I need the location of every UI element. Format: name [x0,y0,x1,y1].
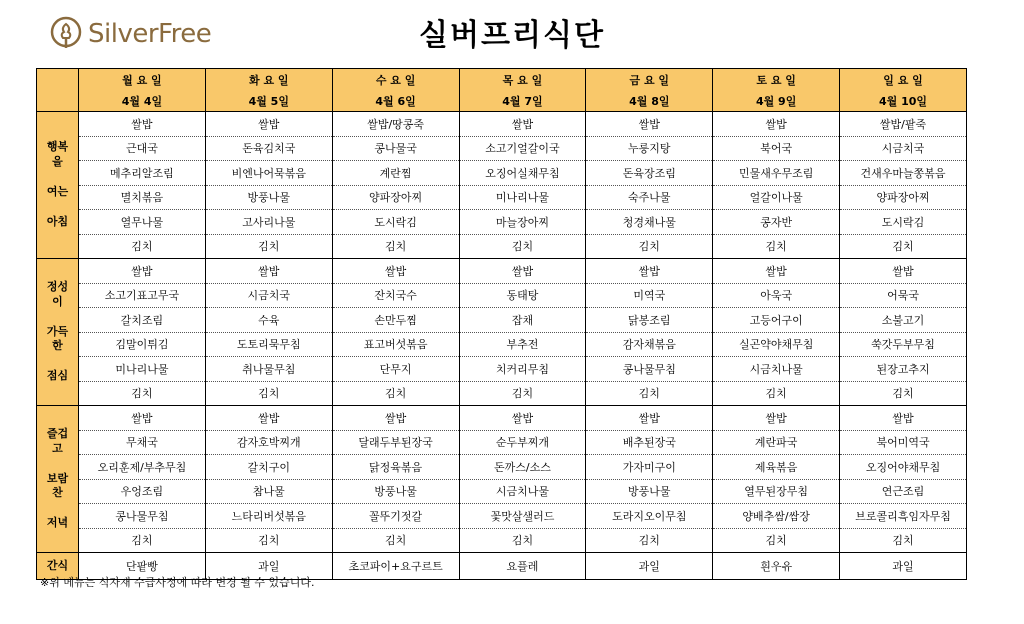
menu-item: 미나리나물 [79,357,206,382]
menu-item: 쌀밥 [713,259,840,284]
menu-item: 어묵국 [840,283,967,308]
page-title: 실버프리식단 [419,18,605,53]
menu-item: 잔치국수 [332,283,459,308]
menu-item: 메추리알조림 [79,161,206,186]
menu-item: 표고버섯볶음 [332,332,459,357]
menu-row [37,504,967,529]
menu-item: 양파장아찌 [332,185,459,210]
menu-item: 참나물 [205,479,332,504]
brand-name: SilverFree [88,19,212,49]
menu-item: 쌀밥 [459,259,586,284]
menu-item: 가자미구이 [586,455,713,480]
day-header: 월 요 일 [79,69,206,91]
menu-item: 쌀밥/팥죽 [840,112,967,137]
menu-item: 시금치국 [840,136,967,161]
menu-item: 콩자반 [713,210,840,235]
menu-item: 닭정육볶음 [332,455,459,480]
menu-item: 얼갈이나물 [713,185,840,210]
menu-item: 시금치나물 [713,357,840,382]
menu-item: 느타리버섯볶음 [205,504,332,529]
menu-item: 김치 [586,234,713,259]
day-header: 토 요 일 [713,69,840,91]
menu-item: 꼴뚜기젓갈 [332,504,459,529]
menu-item: 미나리나물 [459,185,586,210]
menu-item: 시금치나물 [459,479,586,504]
menu-item: 쌀밥 [205,259,332,284]
snack-item: 단팥빵 [79,553,206,580]
menu-row [37,136,967,161]
date-header: 4월 7일 [459,90,586,112]
date-header: 4월 6일 [332,90,459,112]
menu-item: 잡채 [459,308,586,333]
menu-item: 쑥갓두부무침 [840,332,967,357]
menu-item: 고등어구이 [713,308,840,333]
menu-item: 쌀밥 [459,112,586,137]
menu-item: 돈육장조림 [586,161,713,186]
menu-item: 아욱국 [713,283,840,308]
menu-item: 계란파국 [713,430,840,455]
menu-item: 수육 [205,308,332,333]
menu-row [37,479,967,504]
snack-item: 흰우유 [713,553,840,580]
menu-item: 김치 [332,381,459,406]
menu-row [37,112,967,137]
menu-item: 청경채나물 [586,210,713,235]
menu-item: 순두부찌개 [459,430,586,455]
menu-item: 김치 [79,381,206,406]
date-header: 4월 5일 [205,90,332,112]
menu-row [37,308,967,333]
menu-item: 김치 [459,234,586,259]
menu-item: 쌀밥 [79,112,206,137]
menu-item: 쌀밥 [205,112,332,137]
menu-item: 쌀밥 [79,406,206,431]
menu-item: 쌀밥 [205,406,332,431]
menu-row [37,234,967,259]
meal-label: 즐겁 고 보람 찬 저녁 [37,406,79,553]
menu-item: 쌀밥/땅콩죽 [332,112,459,137]
menu-item: 갈치구이 [205,455,332,480]
menu-item: 열무된장무침 [713,479,840,504]
menu-item: 숙주나물 [586,185,713,210]
menu-item: 콩나물무침 [586,357,713,382]
menu-item: 달래두부된장국 [332,430,459,455]
snack-item: 요플레 [459,553,586,580]
menu-item: 김치 [79,234,206,259]
menu-item: 오징어야채무침 [840,455,967,480]
menu-item: 멸치볶음 [79,185,206,210]
menu-item: 도시락김 [840,210,967,235]
menu-item: 부추전 [459,332,586,357]
menu-row [37,185,967,210]
meal-label: 행복 을 여는 아침 [37,112,79,259]
menu-item: 콩나물국 [332,136,459,161]
header-corner [37,69,79,112]
menu-item: 소고기얼갈이국 [459,136,586,161]
menu-item: 김말이튀김 [79,332,206,357]
menu-item: 김치 [586,381,713,406]
menu-item: 돈육김치국 [205,136,332,161]
menu-item: 오징어실채무침 [459,161,586,186]
menu-row [37,381,967,406]
menu-item: 쌀밥 [332,259,459,284]
menu-item: 김치 [332,234,459,259]
menu-item: 방풍나물 [205,185,332,210]
menu-item: 마늘장아찌 [459,210,586,235]
menu-item: 북어미역국 [840,430,967,455]
menu-item: 감자호박찌개 [205,430,332,455]
menu-item: 단무지 [332,357,459,382]
snack-item: 과일 [205,553,332,580]
menu-item: 민물새우무조림 [713,161,840,186]
meal-label: 정성 이 가득 한 점심 [37,259,79,406]
menu-item: 우엉조림 [79,479,206,504]
menu-item: 쌀밥 [840,406,967,431]
menu-item: 소고기표고무국 [79,283,206,308]
footnote: ※위 메뉴는 식자재 수급사정에 따라 변경 될 수 있습니다. [40,576,315,589]
menu-item: 김치 [459,381,586,406]
menu-item: 열무나물 [79,210,206,235]
menu-item: 소불고기 [840,308,967,333]
day-header: 수 요 일 [332,69,459,91]
menu-item: 김치 [713,234,840,259]
menu-item: 김치 [713,528,840,553]
menu-item: 배추된장국 [586,430,713,455]
menu-item: 도시락김 [332,210,459,235]
menu-item: 건새우마늘쫑볶음 [840,161,967,186]
menu-item: 닭봉조림 [586,308,713,333]
date-header: 4월 10일 [840,90,967,112]
date-header: 4월 8일 [586,90,713,112]
menu-row [37,406,967,431]
date-header: 4월 4일 [79,90,206,112]
menu-item: 김치 [459,528,586,553]
day-header: 금 요 일 [586,69,713,91]
menu-item: 고사리나물 [205,210,332,235]
menu-item: 도토리묵무침 [205,332,332,357]
menu-row [37,332,967,357]
menu-item: 양배추쌈/쌈장 [713,504,840,529]
menu-item: 취나물무침 [205,357,332,382]
menu-item: 손만두찜 [332,308,459,333]
menu-item: 감자채볶음 [586,332,713,357]
menu-row [37,283,967,308]
menu-item: 도라지오이무침 [586,504,713,529]
menu-item: 제육볶음 [713,455,840,480]
menu-item: 갈치조림 [79,308,206,333]
menu-item: 방풍나물 [586,479,713,504]
menu-item: 김치 [713,381,840,406]
menu-row [37,528,967,553]
menu-item: 쌀밥 [840,259,967,284]
menu-item: 비엔나어묵볶음 [205,161,332,186]
menu-item: 미역국 [586,283,713,308]
menu-row [37,357,967,382]
date-header: 4월 9일 [713,90,840,112]
menu-item: 콩나물무침 [79,504,206,529]
menu-item: 무채국 [79,430,206,455]
menu-item: 쌀밥 [713,406,840,431]
day-header: 화 요 일 [205,69,332,91]
menu-item: 누룽지탕 [586,136,713,161]
menu-item: 방풍나물 [332,479,459,504]
menu-item: 북어국 [713,136,840,161]
menu-item: 근대국 [79,136,206,161]
menu-item: 쌀밥 [459,406,586,431]
menu-row [37,455,967,480]
menu-item: 돈까스/소스 [459,455,586,480]
menu-item: 시금치국 [205,283,332,308]
day-header: 일 요 일 [840,69,967,91]
menu-item: 쌀밥 [586,112,713,137]
menu-item: 양파장아찌 [840,185,967,210]
menu-item: 김치 [205,528,332,553]
menu-item: 쌀밥 [332,406,459,431]
menu-item: 실곤약야채무침 [713,332,840,357]
menu-item: 김치 [205,381,332,406]
menu-item: 브로콜리흑임자무침 [840,504,967,529]
menu-item: 김치 [79,528,206,553]
menu-item: 김치 [840,234,967,259]
menu-item: 쌀밥 [586,406,713,431]
menu-item: 쌀밥 [713,112,840,137]
meal-menu-table [36,68,967,580]
menu-item: 쌀밥 [586,259,713,284]
menu-item: 김치 [840,381,967,406]
menu-item: 김치 [205,234,332,259]
menu-item: 연근조림 [840,479,967,504]
menu-item: 꽃맛살샐러드 [459,504,586,529]
menu-item: 오리훈제/부추무침 [79,455,206,480]
menu-item: 된장고추지 [840,357,967,382]
menu-row [37,210,967,235]
snack-label: 간식 [37,553,79,580]
menu-item: 김치 [840,528,967,553]
snack-item: 과일 [586,553,713,580]
menu-item: 치커리무침 [459,357,586,382]
snack-item: 과일 [840,553,967,580]
menu-item: 쌀밥 [79,259,206,284]
menu-row [37,161,967,186]
snack-item: 초코파이+요구르트 [332,553,459,580]
menu-item: 김치 [586,528,713,553]
menu-item: 계란찜 [332,161,459,186]
menu-row [37,259,967,284]
menu-row [37,430,967,455]
day-header: 목 요 일 [459,69,586,91]
menu-item: 동태탕 [459,283,586,308]
menu-item: 김치 [332,528,459,553]
